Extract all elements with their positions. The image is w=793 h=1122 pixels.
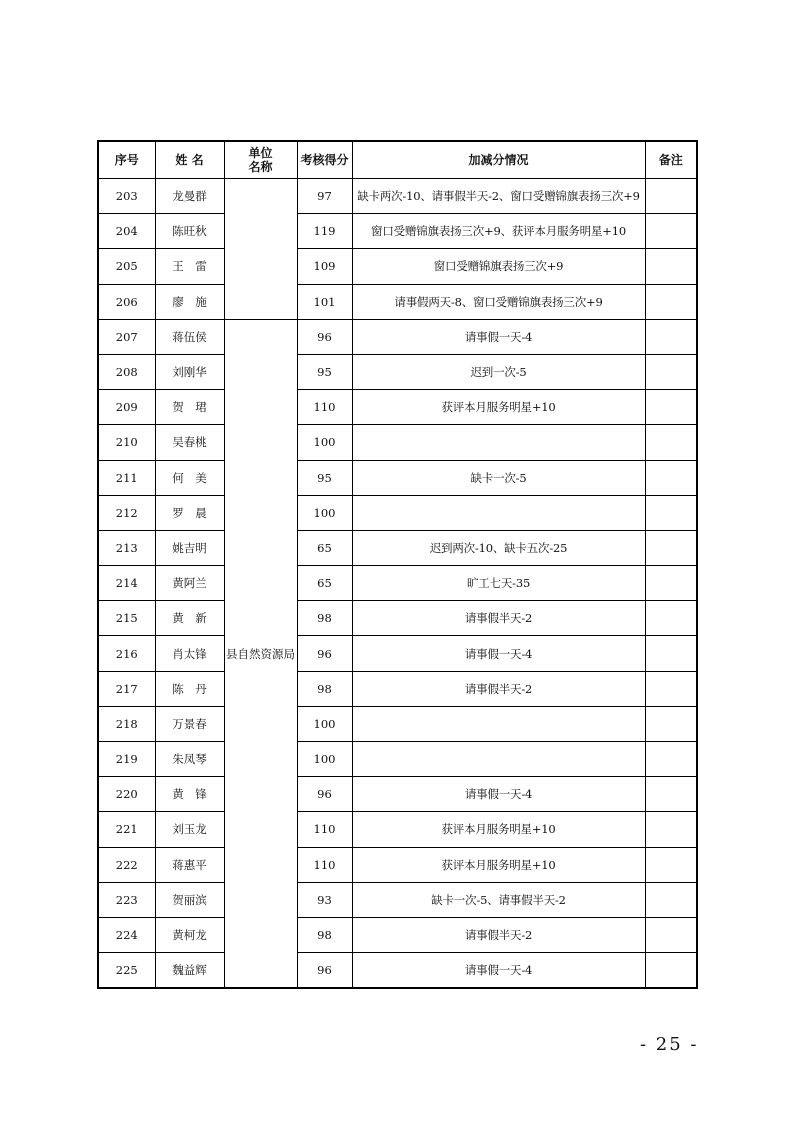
header-row — [98, 141, 697, 179]
table-header — [98, 141, 697, 179]
cell-note — [645, 460, 697, 495]
cell-adjust: 请事假一天-4 — [352, 953, 645, 989]
cell-adjust: 获评本月服务明星+10 — [352, 390, 645, 425]
table-row — [98, 284, 697, 319]
cell-score: 95 — [297, 460, 352, 495]
cell-seq: 220 — [98, 777, 155, 812]
table-row — [98, 425, 697, 460]
cell-name: 吴春桃 — [155, 425, 224, 460]
cell-score: 100 — [297, 706, 352, 741]
cell-name: 蒋伍侯 — [155, 319, 224, 354]
cell-seq: 225 — [98, 953, 155, 989]
cell-name: 黄柯龙 — [155, 917, 224, 952]
cell-adjust: 请事假一天-4 — [352, 636, 645, 671]
cell-seq: 209 — [98, 390, 155, 425]
cell-adjust: 缺卡两次-10、请事假半天-2、窗口受赠锦旗表扬三次+9 — [352, 179, 645, 214]
cell-note — [645, 179, 697, 214]
cell-note — [645, 319, 697, 354]
cell-adjust: 旷工七天-35 — [352, 566, 645, 601]
cell-score: 96 — [297, 953, 352, 989]
header-unit-line2: 名称 — [248, 160, 273, 174]
cell-note — [645, 742, 697, 777]
table-row — [98, 390, 697, 425]
cell-seq: 218 — [98, 706, 155, 741]
cell-unit-group2: 县自然资源局 — [224, 319, 297, 988]
header-score: 考核得分 — [297, 141, 352, 179]
cell-name: 姚吉明 — [155, 530, 224, 565]
cell-score: 65 — [297, 530, 352, 565]
cell-seq: 219 — [98, 742, 155, 777]
cell-note — [645, 566, 697, 601]
cell-score: 110 — [297, 847, 352, 882]
cell-adjust: 请事假半天-2 — [352, 601, 645, 636]
cell-name: 龙曼群 — [155, 179, 224, 214]
cell-adjust — [352, 495, 645, 530]
cell-score: 110 — [297, 390, 352, 425]
cell-score: 65 — [297, 566, 352, 601]
cell-seq: 217 — [98, 671, 155, 706]
cell-unit-group1 — [224, 179, 297, 320]
table-row — [98, 179, 697, 214]
cell-note — [645, 390, 697, 425]
table-row — [98, 847, 697, 882]
cell-seq: 211 — [98, 460, 155, 495]
page-number: - 25 - — [640, 1034, 699, 1055]
cell-seq: 216 — [98, 636, 155, 671]
cell-note — [645, 812, 697, 847]
cell-adjust: 迟到一次-5 — [352, 354, 645, 389]
table-row — [98, 742, 697, 777]
cell-seq: 214 — [98, 566, 155, 601]
cell-score: 96 — [297, 319, 352, 354]
cell-name: 蒋惠平 — [155, 847, 224, 882]
cell-score: 97 — [297, 179, 352, 214]
assessment-table — [97, 140, 698, 989]
cell-name: 万景春 — [155, 706, 224, 741]
cell-note — [645, 882, 697, 917]
table-row — [98, 777, 697, 812]
cell-seq: 206 — [98, 284, 155, 319]
cell-adjust: 获评本月服务明星+10 — [352, 812, 645, 847]
cell-note — [645, 495, 697, 530]
cell-name: 王 雷 — [155, 249, 224, 284]
cell-name: 黄阿兰 — [155, 566, 224, 601]
header-seq: 序号 — [98, 141, 155, 179]
cell-seq: 212 — [98, 495, 155, 530]
table-body — [98, 179, 697, 989]
cell-score: 119 — [297, 214, 352, 249]
cell-name: 肖太锋 — [155, 636, 224, 671]
cell-adjust: 窗口受赠锦旗表扬三次+9 — [352, 249, 645, 284]
cell-seq: 204 — [98, 214, 155, 249]
cell-adjust: 缺卡一次-5、请事假半天-2 — [352, 882, 645, 917]
table-row — [98, 495, 697, 530]
table-row — [98, 601, 697, 636]
cell-name: 贺 珺 — [155, 390, 224, 425]
cell-adjust — [352, 425, 645, 460]
cell-seq: 224 — [98, 917, 155, 952]
table-row — [98, 249, 697, 284]
cell-note — [645, 847, 697, 882]
cell-name: 朱凤琴 — [155, 742, 224, 777]
cell-score: 100 — [297, 425, 352, 460]
cell-adjust: 请事假半天-2 — [352, 917, 645, 952]
cell-seq: 207 — [98, 319, 155, 354]
cell-seq: 210 — [98, 425, 155, 460]
header-name: 姓 名 — [155, 141, 224, 179]
cell-seq: 203 — [98, 179, 155, 214]
cell-adjust — [352, 706, 645, 741]
cell-score: 98 — [297, 917, 352, 952]
table-row — [98, 882, 697, 917]
cell-note — [645, 671, 697, 706]
cell-name: 陈旺秋 — [155, 214, 224, 249]
header-adjust: 加减分情况 — [352, 141, 645, 179]
cell-score: 98 — [297, 601, 352, 636]
cell-note — [645, 530, 697, 565]
table-row — [98, 706, 697, 741]
cell-seq: 223 — [98, 882, 155, 917]
cell-name: 魏益辉 — [155, 953, 224, 989]
cell-adjust: 请事假两天-8、窗口受赠锦旗表扬三次+9 — [352, 284, 645, 319]
cell-adjust: 缺卡一次-5 — [352, 460, 645, 495]
cell-note — [645, 425, 697, 460]
cell-note — [645, 601, 697, 636]
cell-name: 陈 丹 — [155, 671, 224, 706]
cell-note — [645, 706, 697, 741]
cell-name: 贺丽滨 — [155, 882, 224, 917]
cell-seq: 215 — [98, 601, 155, 636]
cell-note — [645, 917, 697, 952]
cell-score: 96 — [297, 777, 352, 812]
cell-name: 刘玉龙 — [155, 812, 224, 847]
cell-note — [645, 777, 697, 812]
cell-note — [645, 354, 697, 389]
cell-name: 廖 施 — [155, 284, 224, 319]
cell-adjust: 请事假半天-2 — [352, 671, 645, 706]
cell-score: 96 — [297, 636, 352, 671]
cell-score: 110 — [297, 812, 352, 847]
cell-adjust: 迟到两次-10、缺卡五次-25 — [352, 530, 645, 565]
cell-score: 98 — [297, 671, 352, 706]
cell-score: 101 — [297, 284, 352, 319]
header-unit-line1: 单位 — [248, 146, 273, 160]
cell-name: 黄 锋 — [155, 777, 224, 812]
cell-name: 刘刚华 — [155, 354, 224, 389]
table-row — [98, 319, 697, 354]
cell-seq: 213 — [98, 530, 155, 565]
cell-name: 何 美 — [155, 460, 224, 495]
header-unit — [224, 141, 297, 179]
cell-adjust: 窗口受赠锦旗表扬三次+9、获评本月服务明星+10 — [352, 214, 645, 249]
cell-adjust: 请事假一天-4 — [352, 777, 645, 812]
cell-note — [645, 636, 697, 671]
cell-seq: 221 — [98, 812, 155, 847]
cell-adjust: 获评本月服务明星+10 — [352, 847, 645, 882]
cell-note — [645, 284, 697, 319]
cell-name: 罗 晨 — [155, 495, 224, 530]
cell-seq: 205 — [98, 249, 155, 284]
table-row — [98, 354, 697, 389]
table-row — [98, 812, 697, 847]
table-row — [98, 953, 697, 989]
cell-seq: 222 — [98, 847, 155, 882]
cell-score: 100 — [297, 495, 352, 530]
table-row — [98, 214, 697, 249]
table-row — [98, 917, 697, 952]
cell-note — [645, 953, 697, 989]
table-row — [98, 460, 697, 495]
table-row — [98, 530, 697, 565]
cell-adjust — [352, 742, 645, 777]
table-row — [98, 636, 697, 671]
cell-name: 黄 新 — [155, 601, 224, 636]
table-row — [98, 671, 697, 706]
table-row — [98, 566, 697, 601]
cell-adjust: 请事假一天-4 — [352, 319, 645, 354]
cell-note — [645, 249, 697, 284]
header-note: 备注 — [645, 141, 697, 179]
cell-score: 109 — [297, 249, 352, 284]
cell-score: 93 — [297, 882, 352, 917]
cell-seq: 208 — [98, 354, 155, 389]
cell-note — [645, 214, 697, 249]
cell-score: 100 — [297, 742, 352, 777]
cell-score: 95 — [297, 354, 352, 389]
